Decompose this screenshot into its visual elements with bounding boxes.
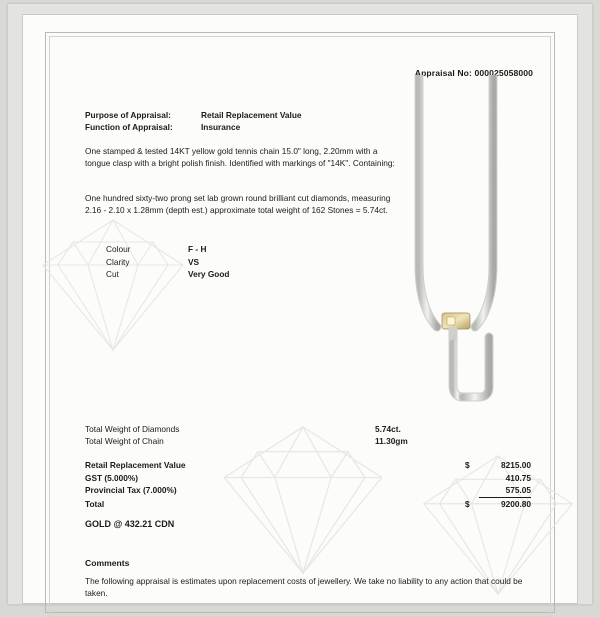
- price-amount: 575.05: [479, 484, 531, 498]
- document-content: [23, 15, 577, 603]
- function-row: [85, 121, 302, 133]
- spec-value: VS: [188, 256, 200, 267]
- spec-row: [106, 268, 230, 281]
- price-label: Total: [85, 498, 105, 509]
- spec-label: Cut: [106, 269, 119, 280]
- purpose-row: [85, 109, 302, 121]
- spec-value: Very Good: [188, 269, 230, 280]
- tennis-chain-illustration: [393, 75, 523, 405]
- purpose-label: Purpose of Appraisal:: [85, 110, 171, 120]
- total-label: Total Weight of Diamonds: [85, 424, 180, 434]
- total-value: 5.74ct.: [375, 424, 401, 434]
- paper-inner: [22, 14, 578, 604]
- comments-text: The following appraisal is estimates upon replacement costs of jewellery. We take no liability to any action that could be taken.: [85, 576, 523, 599]
- description-paragraph-2: One hundred sixty-two prong set lab grown round brilliant cut diamonds, measuring 2.16 - 2.10 x 1.28mm (depth est.) approximate total weight of 162 Stones = 5.74ct.: [85, 193, 391, 216]
- price-row: [85, 484, 531, 498]
- price-label: Provincial Tax (7.000%): [85, 485, 177, 496]
- appraisal-meta: [85, 109, 302, 134]
- price-label: Retail Replacement Value: [85, 460, 186, 470]
- description-paragraph-1: One stamped & tested 14KT yellow gold tennis chain 15.0" long, 2.20mm with a tongue clasp with a bright polish finish. Identified with markings of "14K". Containing:: [85, 146, 395, 169]
- spec-row: [106, 243, 230, 256]
- price-row: [85, 459, 531, 472]
- spec-value: F - H: [188, 244, 207, 254]
- price-currency: [465, 472, 479, 485]
- price-amount: 8215.00: [501, 460, 531, 470]
- price-row-total: [85, 498, 531, 511]
- price-row: [85, 472, 531, 485]
- price-currency: $: [465, 460, 470, 470]
- purpose-value: Retail Replacement Value: [201, 110, 302, 120]
- diamond-specs: [106, 243, 230, 281]
- weight-totals: [85, 423, 435, 448]
- total-row: [85, 435, 435, 447]
- function-value: Insurance: [201, 122, 241, 133]
- total-label: Total Weight of Chain: [85, 436, 164, 447]
- gold-price-line: GOLD @ 432.21 CDN: [85, 519, 175, 529]
- spec-label: Clarity: [106, 256, 130, 267]
- function-label: Function of Appraisal:: [85, 122, 173, 133]
- price-amount: 9200.80: [501, 498, 531, 509]
- total-row: [85, 423, 435, 435]
- clasp: [442, 313, 470, 329]
- price-summary: [85, 459, 531, 510]
- spec-row: [106, 256, 230, 269]
- necklace-photo: [393, 75, 523, 405]
- price-currency: $: [465, 498, 470, 509]
- paper-sheet: [8, 4, 592, 604]
- price-amount: 410.75: [505, 472, 531, 483]
- appraisal-number-value: 000025058000: [474, 68, 533, 78]
- price-label: GST (5.000%): [85, 472, 139, 483]
- appraisal-number-label: Appraisal No:: [414, 68, 472, 78]
- comments-heading: Comments: [85, 558, 130, 568]
- total-value: 11.30gm: [375, 436, 408, 447]
- price-currency: [465, 484, 479, 498]
- spec-label: Colour: [106, 244, 131, 254]
